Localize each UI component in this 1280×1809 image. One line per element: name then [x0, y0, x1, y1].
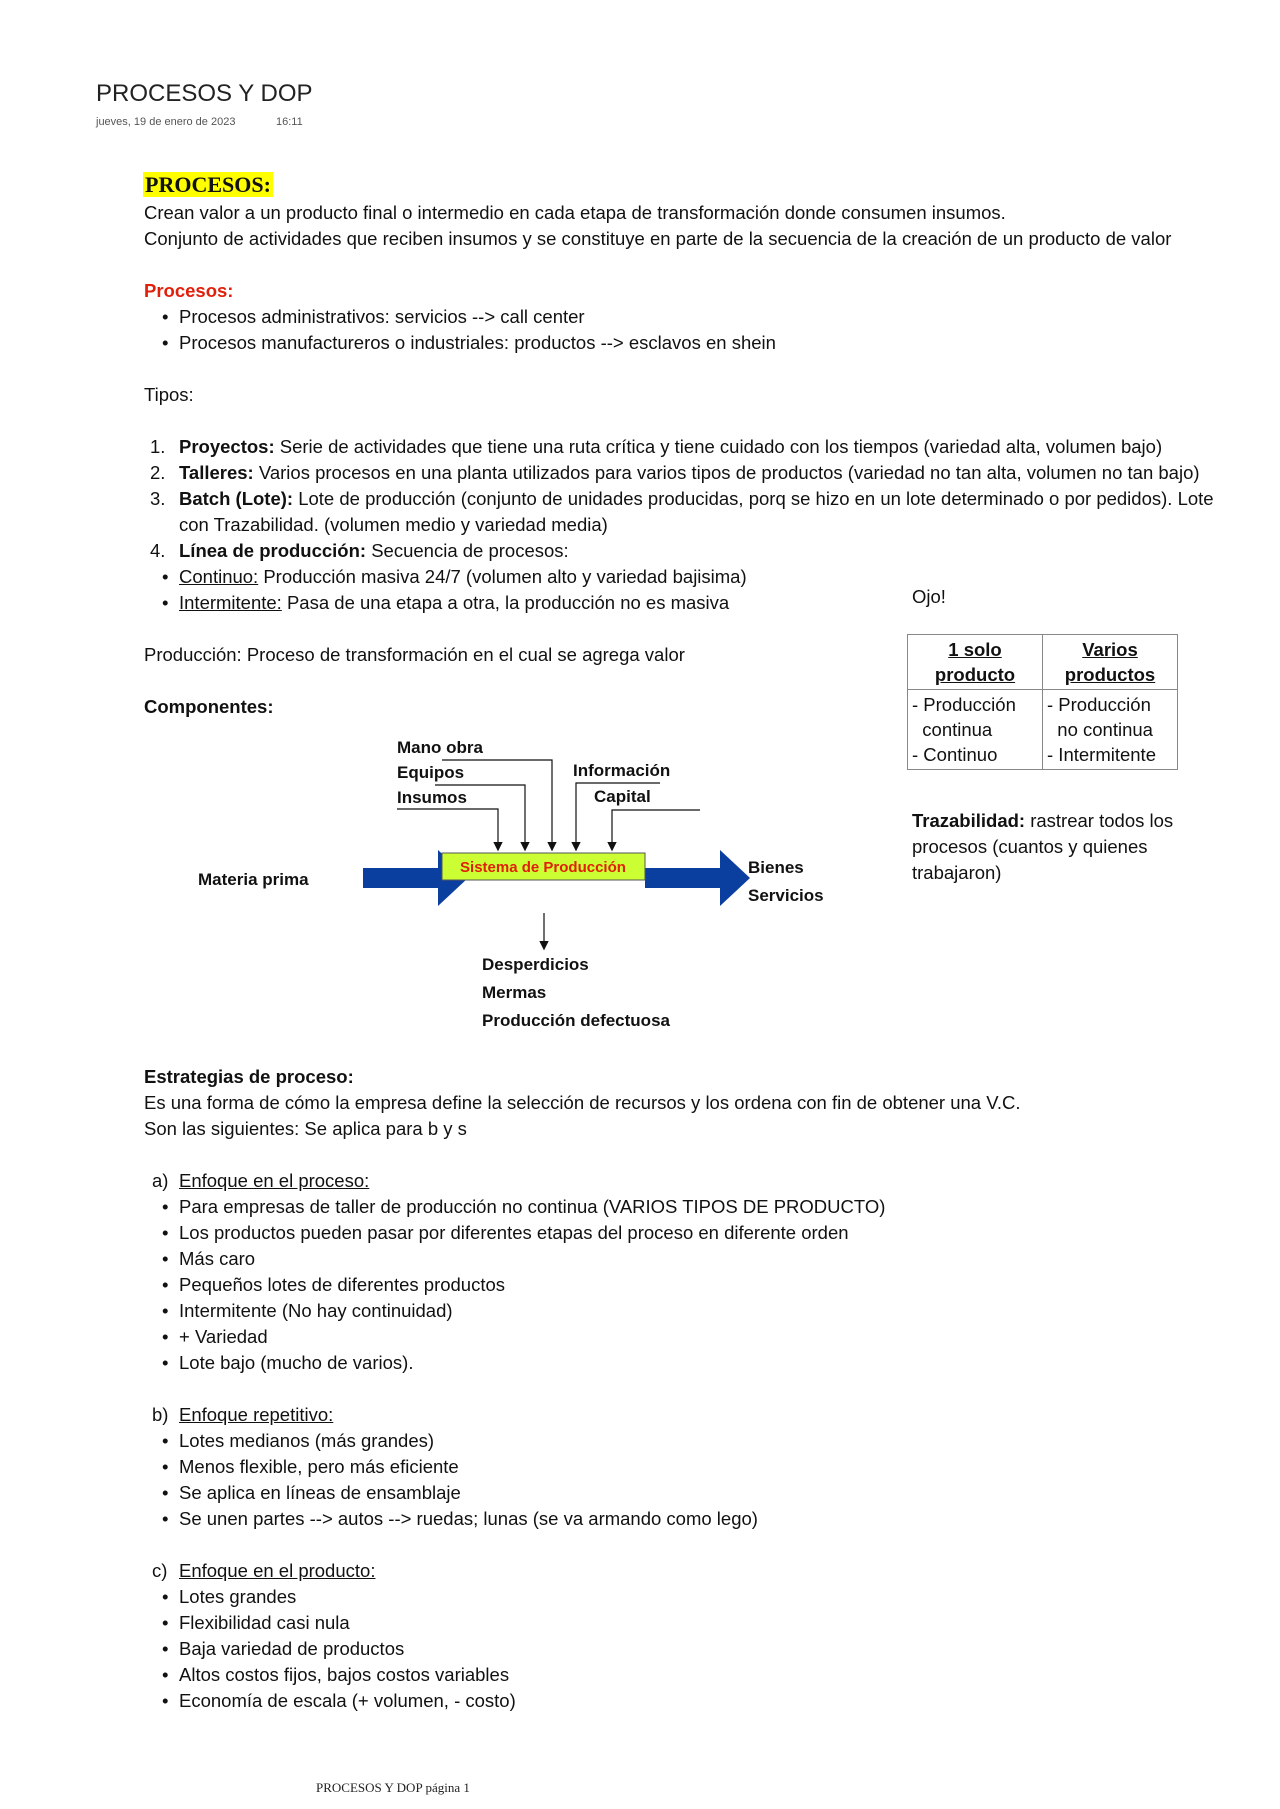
- sub-bullet-continuo-label: Continuo:: [179, 566, 259, 587]
- tipo-item-4-bold: Línea de producción:: [179, 540, 367, 561]
- enfoque-a-bullet: Lote bajo (mucho de varios).: [179, 1352, 414, 1373]
- bullet-dot: •: [162, 1638, 169, 1659]
- list-number: 1.: [150, 436, 166, 457]
- ojo-cell-1-line3: - Continuo: [912, 744, 998, 765]
- trazabilidad-line3: trabajaron): [912, 862, 1002, 883]
- trazabilidad-bold: Trazabilidad:: [912, 810, 1026, 831]
- tipo-item-4: [179, 538, 569, 564]
- ojo-label: Ojo!: [912, 586, 946, 607]
- tipo-item-2-bold: Talleres:: [179, 462, 254, 483]
- output-arrow: [645, 850, 750, 906]
- bullet-dot: •: [162, 1482, 169, 1503]
- enfoque-a-letter: a): [152, 1170, 169, 1191]
- ojo-table: [907, 634, 1178, 770]
- input-mano-obra: Mano obra: [397, 738, 483, 757]
- enfoque-a-bullet: Los productos pueden pasar por diferentes etapas del proceso en diferente orden: [179, 1222, 849, 1243]
- enfoque-a-bullet: Para empresas de taller de producción no continua (VARIOS TIPOS DE PRODUCTO): [179, 1196, 886, 1217]
- ojo-cell-2-line2: no continua: [1047, 719, 1153, 740]
- tipo-item-3-bold: Batch (Lote):: [179, 488, 294, 509]
- input-line-capital: [612, 810, 700, 849]
- bullet-dot: •: [162, 1456, 169, 1477]
- enfoque-c-bullet: Baja variedad de productos: [179, 1638, 405, 1659]
- bullet-dot: •: [162, 1326, 169, 1347]
- enfoque-a-bullet: Intermitente (No hay continuidad): [179, 1300, 453, 1321]
- ojo-cell-1-line1: - Producción: [912, 694, 1016, 715]
- input-equipos: Equipos: [397, 763, 465, 782]
- bullet-dot: •: [162, 566, 169, 587]
- bullet-dot: •: [162, 1196, 169, 1217]
- list-number: 2.: [150, 462, 166, 483]
- output-bienes: Bienes: [748, 858, 804, 877]
- enfoque-b-bullet: Se aplica en líneas de ensamblaje: [179, 1482, 461, 1503]
- procesos-subheading: Procesos:: [144, 280, 234, 301]
- ojo-cell-2-line3: - Intermitente: [1047, 744, 1156, 765]
- tipo-item-3: [179, 486, 1214, 512]
- enfoque-b-bullet: Lotes medianos (más grandes): [179, 1430, 435, 1451]
- waste-desperdicios: Desperdicios: [482, 955, 589, 974]
- output-servicios: Servicios: [748, 886, 824, 905]
- materia-prima-label: Materia prima: [198, 870, 309, 889]
- bullet-dot: •: [162, 1612, 169, 1633]
- input-insumos: Insumos: [397, 788, 467, 807]
- enfoque-a-bullet: + Variedad: [179, 1326, 268, 1347]
- tipo-item-3-text: Lote de producción (conjunto de unidades producidas, porq se hizo en un lote determinado o por pedidos). Lote: [293, 488, 1214, 509]
- estrategias-line1: Es una forma de cómo la empresa define la selección de recursos y los ordena con fin de obtener una V.C.: [144, 1092, 1021, 1113]
- tipo-item-2-text: Varios procesos en una planta utilizados para varios tipos de productos (variedad no tan alta, volumen no tan bajo): [253, 462, 1200, 483]
- waste-produccion-defectuosa: Producción defectuosa: [482, 1011, 670, 1030]
- bullet-dot: •: [162, 1508, 169, 1529]
- trazabilidad-line1: [912, 808, 1173, 834]
- estrategias-line2: Son las siguientes: Se aplica para b y s: [144, 1118, 467, 1139]
- enfoque-c-bullet: Economía de escala (+ volumen, - costo): [179, 1690, 516, 1711]
- bullet-dot: •: [162, 1586, 169, 1607]
- page-title: PROCESOS Y DOP: [96, 80, 313, 107]
- enfoque-c-letter: c): [152, 1560, 168, 1581]
- ojo-header-1: 1 solo producto: [908, 635, 1043, 690]
- produccion-definition: Producción: Proceso de transformación en el cual se agrega valor: [144, 644, 685, 665]
- enfoque-b-title: Enfoque repetitivo:: [179, 1404, 334, 1425]
- enfoque-c-bullet: Altos costos fijos, bajos costos variables: [179, 1664, 510, 1685]
- sub-bullet-intermitente-text: Pasa de una etapa a otra, la producción no es masiva: [281, 592, 730, 613]
- tipo-item-3-cont: con Trazabilidad. (volumen medio y variedad media): [179, 514, 608, 535]
- tipos-label: Tipos:: [144, 384, 194, 405]
- waste-mermas: Mermas: [482, 983, 547, 1002]
- procesos-line1: Crean valor a un producto final o intermedio en cada etapa de transformación donde consumen insumos.: [144, 202, 1006, 223]
- enfoque-c-bullet: Lotes grandes: [179, 1586, 297, 1607]
- tipo-item-1: [179, 434, 1162, 460]
- sub-bullet-continuo-text: Producción masiva 24/7 (volumen alto y variedad bajisima): [258, 566, 747, 587]
- bullet-dot: •: [162, 1690, 169, 1711]
- enfoque-a-bullet: Más caro: [179, 1248, 256, 1269]
- bullet-dot: •: [162, 592, 169, 613]
- enfoque-a-bullet: Pequeños lotes de diferentes productos: [179, 1274, 506, 1295]
- bullet-dot: •: [162, 1300, 169, 1321]
- production-system-diagram: [180, 730, 840, 1040]
- input-informacion: Información: [573, 761, 671, 780]
- bullet-dot: •: [162, 1352, 169, 1373]
- bullet-dot: •: [162, 1664, 169, 1685]
- bullet-dot: •: [162, 332, 169, 353]
- enfoque-b-bullet: Se unen partes --> autos --> ruedas; lunas (se va armando como lego): [179, 1508, 758, 1529]
- procesos-bullet-2: Procesos manufactureros o industriales: productos --> esclavos en shein: [179, 332, 776, 353]
- componentes-label: Componentes:: [144, 696, 274, 717]
- ojo-cell-2-line1: - Producción: [1047, 694, 1151, 715]
- procesos-bullet-1: Procesos administrativos: servicios --> call center: [179, 306, 585, 327]
- estrategias-heading: Estrategias de proceso:: [144, 1066, 354, 1087]
- bullet-dot: •: [162, 306, 169, 327]
- enfoque-c-bullet: Flexibilidad casi nula: [179, 1612, 350, 1633]
- page-time: 16:11: [276, 116, 303, 128]
- tipo-item-4-text: Secuencia de procesos:: [366, 540, 569, 561]
- sub-bullet-intermitente: [179, 590, 729, 616]
- list-number: 4.: [150, 540, 166, 561]
- bullet-dot: •: [162, 1248, 169, 1269]
- ojo-header-2: Varios productos: [1043, 635, 1178, 690]
- trazabilidad-text1: rastrear todos los: [1025, 810, 1174, 831]
- bullet-dot: •: [162, 1222, 169, 1243]
- tipo-item-2: [179, 460, 1200, 486]
- sub-bullet-continuo: [179, 564, 747, 590]
- tipo-item-1-bold: Proyectos:: [179, 436, 275, 457]
- enfoque-c-title: Enfoque en el producto:: [179, 1560, 376, 1581]
- bullet-dot: •: [162, 1274, 169, 1295]
- highlighted-heading: PROCESOS:: [145, 172, 271, 197]
- enfoque-b-letter: b): [152, 1404, 169, 1425]
- list-number: 3.: [150, 488, 166, 509]
- enfoque-a-title: Enfoque en el proceso:: [179, 1170, 370, 1191]
- ojo-cell-1: [908, 690, 1043, 770]
- page-date: jueves, 19 de enero de 2023: [96, 116, 236, 128]
- system-label: Sistema de Producción: [460, 859, 626, 876]
- ojo-cell-1-line2: continua: [912, 719, 993, 740]
- input-capital: Capital: [594, 787, 651, 806]
- sub-bullet-intermitente-label: Intermitente:: [179, 592, 282, 613]
- input-line-insumos: [397, 809, 498, 849]
- procesos-heading: [143, 172, 273, 198]
- bullet-dot: •: [162, 1430, 169, 1451]
- trazabilidad-line2: procesos (cuantos y quienes: [912, 836, 1148, 857]
- tipo-item-1-text: Serie de actividades que tiene una ruta crítica y tiene cuidado con los tiempos (variedad alta, volumen bajo): [274, 436, 1163, 457]
- page-footer: PROCESOS Y DOP página 1: [316, 1780, 470, 1795]
- procesos-line2: Conjunto de actividades que reciben insumos y se constituye en parte de la secuencia de la creación de un producto de valor: [144, 228, 1172, 249]
- enfoque-b-bullet: Menos flexible, pero más eficiente: [179, 1456, 459, 1477]
- ojo-cell-2: [1043, 690, 1178, 770]
